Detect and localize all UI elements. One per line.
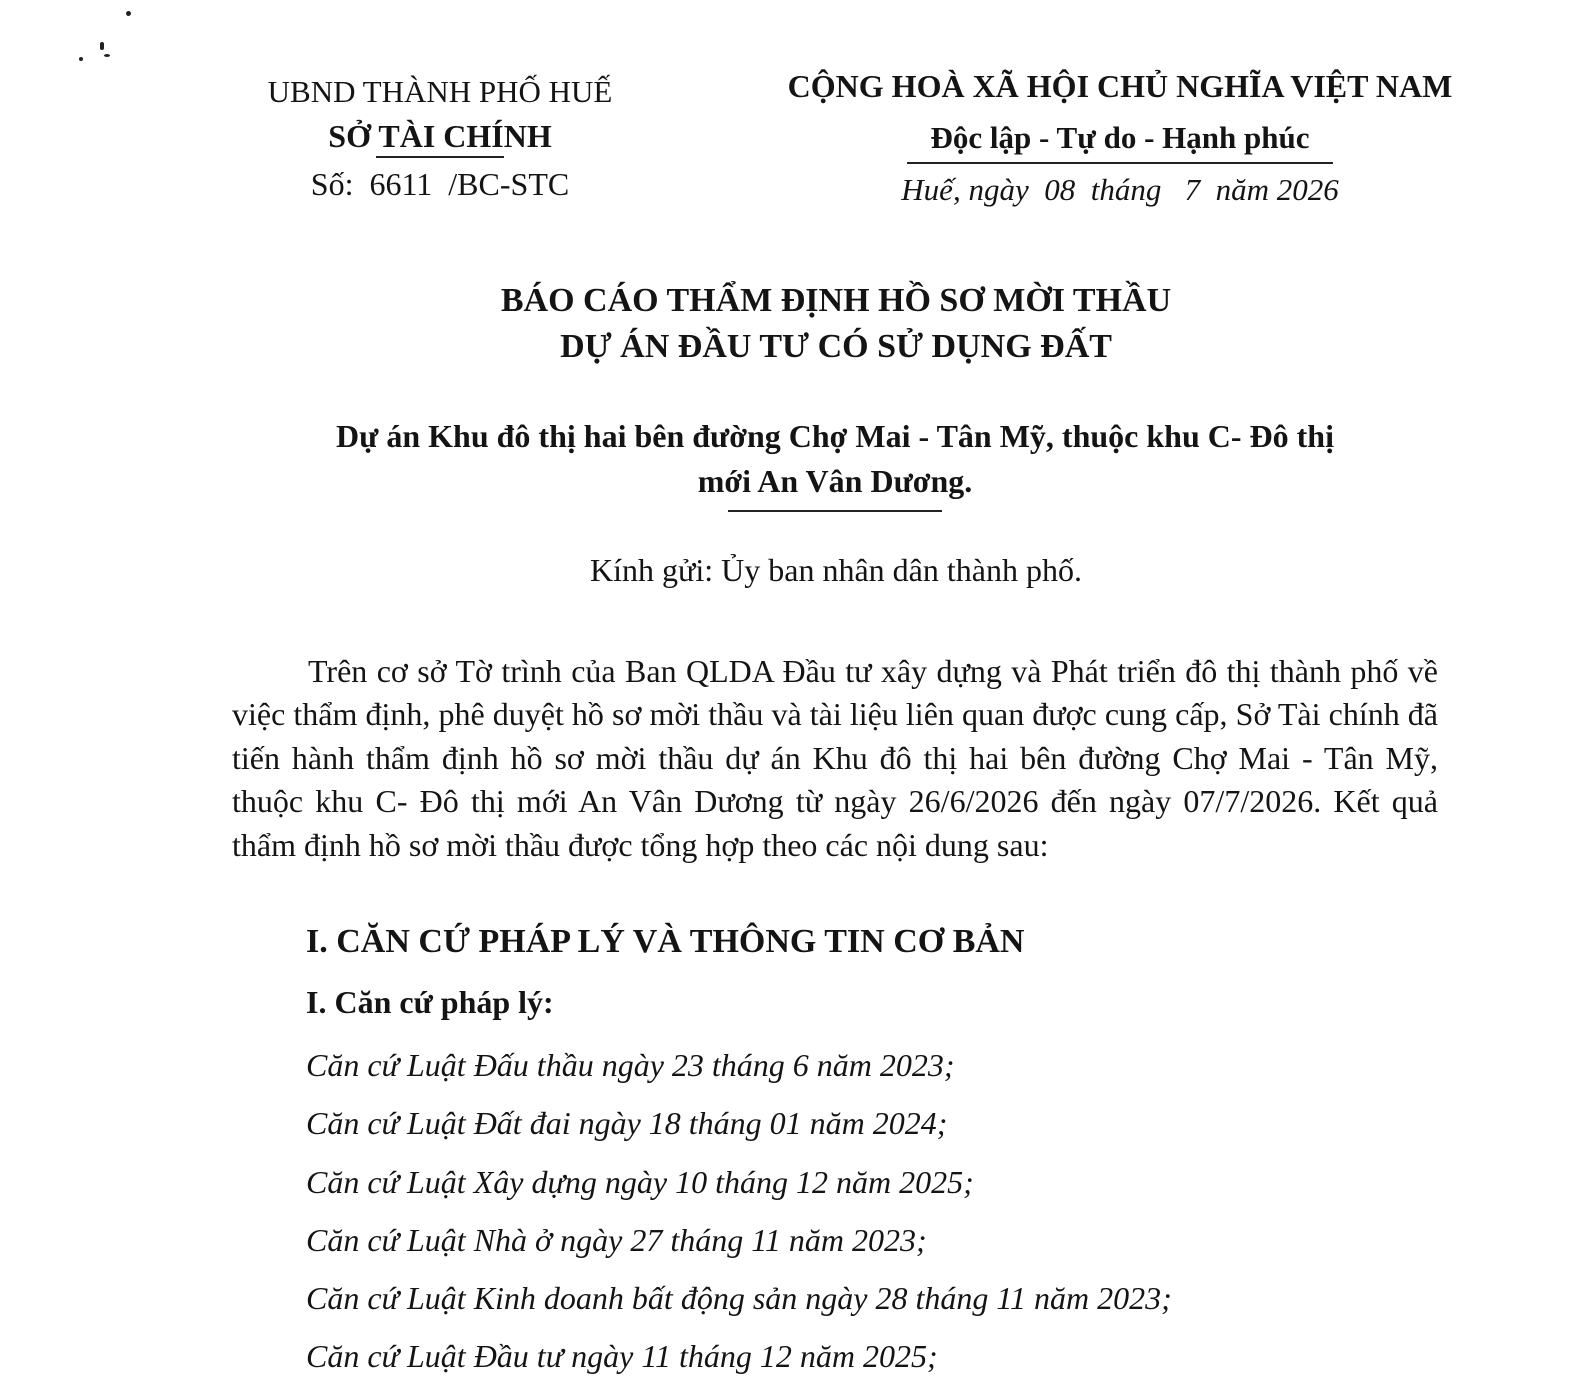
national-header <box>760 66 1480 210</box>
legal-basis-item: Căn cứ Luật Đất đai ngày 18 tháng 01 năm 2024; <box>306 1105 948 1142</box>
nation-name: CỘNG HOÀ XÃ HỘI CHỦ NGHĨA VIỆT NAM <box>787 68 1453 104</box>
issue-date: Huế, ngày 08 tháng 7 năm 2026 <box>901 172 1339 207</box>
project-underline <box>728 510 942 512</box>
legal-basis-item: Căn cứ Luật Đấu thầu ngày 23 tháng 6 năm 2023; <box>306 1047 955 1083</box>
legal-basis-item: Căn cứ Luật Kinh doanh bất động sản ngày 28 tháng 11 năm 2023; <box>306 1280 1172 1317</box>
document-number: Số: 6611 /BC-STC <box>310 166 570 202</box>
organization-underline <box>376 156 504 158</box>
scan-speck <box>100 42 104 50</box>
project-name-line-1: Dự án Khu đô thị hai bên đường Chợ Mai - Tân Mỹ, thuộc khu C- Đô thị <box>336 418 1334 454</box>
report-title-line-2: DỰ ÁN ĐẦU TƯ CÓ SỬ DỤNG ĐẤT <box>560 328 1112 365</box>
scan-speck <box>104 54 110 57</box>
project-name <box>200 414 1470 512</box>
section-heading: I. CĂN CỨ PHÁP LÝ VÀ THÔNG TIN CƠ BẢN <box>306 923 1025 960</box>
issuer-header <box>230 72 650 204</box>
motto-underline <box>907 162 1333 164</box>
scan-speck <box>79 57 83 61</box>
recipient: Kính gửi: Ủy ban nhân dân thành phố. <box>590 552 1082 588</box>
subsection-heading: I. Căn cứ pháp lý: <box>306 984 554 1020</box>
legal-basis-item: Căn cứ Luật Đầu tư ngày 11 tháng 12 năm 2025; <box>306 1338 938 1375</box>
national-motto: Độc lập - Tự do - Hạnh phúc <box>930 120 1310 155</box>
project-name-line-2: mới An Vân Dương. <box>697 463 973 499</box>
legal-basis-item: Căn cứ Luật Xây dựng ngày 10 tháng 12 năm 2025; <box>306 1163 974 1200</box>
report-title-line-1: BÁO CÁO THẨM ĐỊNH HỒ SƠ MỜI THẦU <box>500 282 1172 319</box>
parent-organization: UBND THÀNH PHỐ HUẾ <box>267 74 613 109</box>
organization-name: SỞ TÀI CHÍNH <box>328 118 552 154</box>
legal-basis-list <box>306 1036 1172 1386</box>
scan-speck <box>126 11 131 16</box>
report-title <box>0 278 1572 370</box>
intro-paragraph: Trên cơ sở Tờ trình của Ban QLDA Đầu tư xây dựng và Phát triển đô thị thành phố về việc thẩm định, phê duyệt hồ sơ mời thầu và tài liệu liên quan được cung cấp, Sở Tài chính đã tiến hành thẩm định hồ sơ mời thầu dự án Khu đô thị hai bên đường Chợ Mai - Tân Mỹ, thuộc khu C- Đô thị mới An Vân Dương từ ngày 26/6/2026 đến ngày 07/7/2026. Kết quả thẩm định hồ sơ mời thầu được tổng hợp theo các nội dung sau: <box>232 653 1438 863</box>
legal-basis-item: Căn cứ Luật Nhà ở ngày 27 tháng 11 năm 2023; <box>306 1221 927 1258</box>
